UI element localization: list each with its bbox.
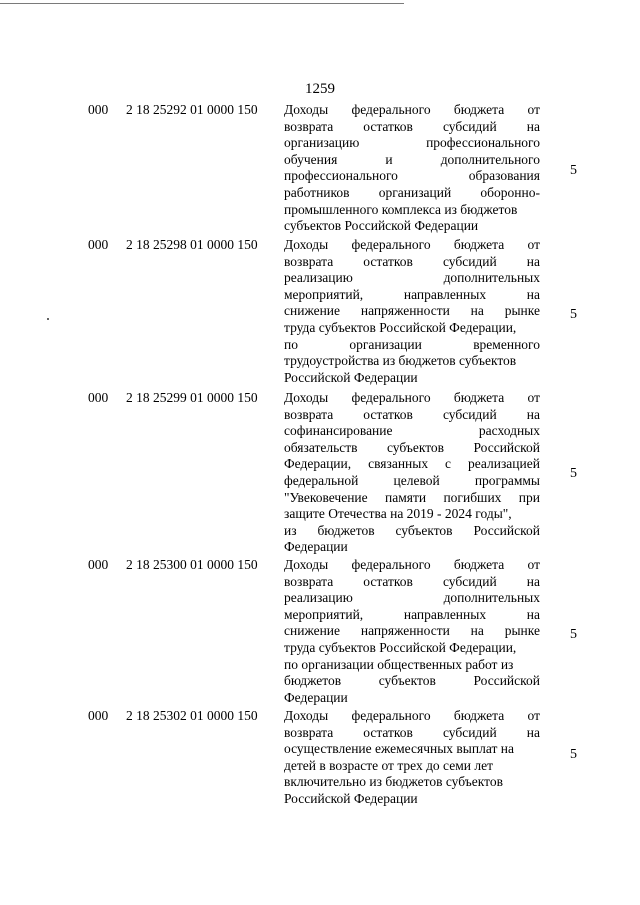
description-line: [284, 168, 540, 185]
description-word: бюджета: [453, 708, 505, 723]
description-word: рынке: [504, 623, 540, 639]
description-word: программы: [474, 472, 540, 488]
description-word: субсидий: [442, 406, 497, 422]
description-word: федеральной: [284, 472, 359, 488]
description-line: [284, 539, 540, 556]
description-word: софинансирование: [284, 423, 393, 439]
description-line: [284, 303, 540, 320]
description-word: дополнительных: [443, 270, 540, 286]
description-line: [284, 657, 540, 674]
description-word: погибших: [443, 489, 502, 505]
description-line: [284, 574, 540, 591]
description-line: [284, 102, 540, 119]
description-word: субъектов: [378, 673, 436, 689]
description-word: субсидий: [442, 724, 497, 740]
description-line: [284, 270, 540, 287]
description-word: субъектов: [386, 439, 445, 455]
description-word: бюджета: [453, 237, 505, 252]
description-word: временного: [473, 336, 540, 352]
description-line: [284, 135, 540, 152]
income-description: [284, 557, 540, 706]
description-word: субсидий: [442, 118, 497, 134]
description-line: [284, 423, 540, 440]
budget-classification-code: 2 18 25292 01 0000 150: [126, 102, 258, 117]
description-word: рынке: [504, 303, 540, 319]
description-word: субъектов Российской Федерации: [284, 218, 479, 234]
description-line: [284, 202, 540, 219]
description-word: "Увековечение: [284, 489, 368, 505]
description-word: субъектов: [395, 522, 453, 538]
description-word: по организации общественных работ из: [284, 656, 514, 672]
description-line: [284, 690, 540, 707]
description-line: [284, 370, 540, 387]
description-line: [284, 218, 540, 235]
description-line: [284, 473, 540, 490]
description-line: [284, 590, 540, 607]
description-word: на: [526, 724, 540, 740]
description-word: Российской: [473, 673, 540, 689]
description-word: остатков: [363, 573, 413, 589]
description-word: бюджетов: [317, 522, 375, 538]
admin-code: 000: [88, 557, 109, 572]
description-line: [284, 119, 540, 136]
description-word: возврата: [284, 253, 334, 269]
description-line: [284, 741, 540, 758]
description-word: напряженности: [360, 303, 450, 319]
description-word: труда субъектов Российской Федерации,: [284, 639, 517, 655]
description-word: на: [470, 303, 484, 319]
budget-classification-code: 2 18 25299 01 0000 150: [126, 390, 258, 405]
description-word: федерального: [351, 557, 431, 572]
description-line: [284, 623, 540, 640]
admin-code: 000: [88, 102, 109, 117]
description-line: [284, 254, 540, 271]
description-word: на: [470, 623, 484, 639]
description-word: на: [526, 606, 540, 622]
description-word: субсидий: [442, 253, 497, 269]
income-description: [284, 102, 540, 235]
description-word: на: [526, 573, 540, 589]
description-line: [284, 440, 540, 457]
description-word: Доходы: [284, 102, 329, 117]
description-word: реализацией: [468, 456, 540, 472]
description-line: [284, 287, 540, 304]
description-word: мероприятий,: [284, 286, 364, 302]
description-word: возврата: [284, 573, 334, 589]
description-word: оборонно-: [480, 184, 540, 200]
description-word: мероприятий,: [284, 606, 364, 622]
description-word: труда субъектов Российской Федерации,: [284, 319, 517, 335]
description-word: снижение: [284, 623, 341, 639]
description-word: трудоустройства из бюджетов субъектов: [284, 353, 517, 369]
description-word: защите Отечества на 2019 - 2024 годы",: [284, 506, 512, 522]
description-line: [284, 407, 540, 424]
description-word: образования: [468, 168, 540, 184]
description-line: [284, 774, 540, 791]
description-line: [284, 390, 540, 407]
description-word: бюджета: [453, 557, 505, 572]
admin-code: 000: [88, 708, 109, 723]
description-line: [284, 557, 540, 574]
scan-speck: [47, 318, 49, 320]
row-mark: 5: [570, 747, 577, 762]
description-word: по: [284, 336, 298, 352]
description-line: [284, 523, 540, 540]
description-line: [284, 607, 540, 624]
description-line: [284, 185, 540, 202]
description-word: бюджета: [453, 102, 505, 117]
description-word: памяти: [385, 489, 427, 505]
description-word: субсидий: [442, 573, 497, 589]
description-line: [284, 791, 540, 808]
description-line: [284, 640, 540, 657]
description-word: Федерации: [284, 539, 348, 555]
description-word: Федерации: [284, 689, 348, 705]
description-word: обучения: [284, 151, 338, 167]
description-word: бюджетов: [284, 673, 342, 689]
admin-code: 000: [88, 237, 109, 252]
description-word: дополнительного: [440, 151, 540, 167]
description-word: на: [526, 406, 540, 422]
description-word: профессионального: [426, 135, 540, 151]
description-word: промышленного комплекса из бюджетов: [284, 201, 518, 217]
description-line: [284, 673, 540, 690]
description-word: реализацию: [284, 590, 353, 606]
budget-classification-code: 2 18 25302 01 0000 150: [126, 708, 258, 723]
description-word: и: [385, 151, 393, 167]
description-line: [284, 320, 540, 337]
description-word: при: [518, 489, 540, 505]
description-word: направленных: [403, 286, 487, 302]
description-word: реализацию: [284, 270, 353, 286]
description-word: остатков: [363, 724, 413, 740]
description-word: направленных: [403, 606, 487, 622]
description-word: дополнительных: [443, 590, 540, 606]
description-word: бюджета: [453, 390, 505, 405]
description-word: на: [526, 118, 540, 134]
description-word: федерального: [351, 390, 431, 405]
description-word: остатков: [363, 406, 413, 422]
budget-classification-code: 2 18 25298 01 0000 150: [126, 237, 258, 252]
description-word: организаций: [378, 184, 452, 200]
description-line: [284, 708, 540, 725]
description-word: Доходы: [284, 390, 329, 405]
description-word: от: [527, 708, 540, 723]
description-line: [284, 237, 540, 254]
description-word: возврата: [284, 118, 334, 134]
description-word: на: [526, 286, 540, 302]
description-word: детей в возрасте от трех до семи лет: [284, 757, 493, 773]
description-line: [284, 490, 540, 507]
description-word: возврата: [284, 406, 334, 422]
description-word: включительно из бюджетов субъектов: [284, 774, 503, 790]
description-word: организацию: [284, 135, 360, 151]
budget-classification-code: 2 18 25300 01 0000 150: [126, 557, 258, 572]
description-word: обязательств: [284, 439, 358, 455]
description-word: связанных: [368, 456, 429, 472]
description-word: с: [445, 456, 452, 472]
description-word: работников: [284, 184, 350, 200]
row-mark: 5: [570, 466, 577, 481]
description-word: от: [527, 237, 540, 252]
description-line: [284, 725, 540, 742]
description-line: [284, 506, 540, 523]
description-word: из: [284, 522, 297, 538]
description-word: от: [527, 557, 540, 572]
description-line: [284, 152, 540, 169]
description-word: федерального: [351, 708, 431, 723]
description-line: [284, 337, 540, 354]
description-word: Доходы: [284, 708, 329, 723]
description-word: Российской Федерации: [284, 790, 418, 806]
description-word: от: [527, 390, 540, 405]
description-word: организации: [349, 336, 422, 352]
description-line: [284, 758, 540, 775]
row-mark: 5: [570, 307, 577, 322]
income-description: [284, 708, 540, 808]
admin-code: 000: [88, 390, 109, 405]
description-word: целевой: [393, 472, 440, 488]
description-word: федерального: [351, 237, 431, 252]
description-word: остатков: [363, 253, 413, 269]
description-word: на: [526, 253, 540, 269]
income-description: [284, 390, 540, 556]
description-line: [284, 353, 540, 370]
description-word: Доходы: [284, 237, 329, 252]
description-word: остатков: [363, 118, 413, 134]
description-word: федерального: [351, 102, 431, 117]
description-word: Российской Федерации: [284, 369, 418, 385]
page-number: 1259: [305, 81, 335, 97]
description-line: [284, 456, 540, 473]
description-word: от: [527, 102, 540, 117]
row-mark: 5: [570, 163, 577, 178]
description-word: Российской: [473, 439, 540, 455]
description-word: Доходы: [284, 557, 329, 572]
description-word: Российской: [473, 522, 540, 538]
description-word: расходных: [478, 423, 540, 439]
row-mark: 5: [570, 627, 577, 642]
income-description: [284, 237, 540, 386]
description-word: Федерации,: [284, 456, 352, 472]
description-word: напряженности: [360, 623, 450, 639]
top-rule: [0, 3, 404, 4]
description-word: осуществление ежемесячных выплат на: [284, 741, 514, 757]
description-word: профессионального: [284, 168, 398, 184]
description-word: возврата: [284, 724, 334, 740]
description-word: снижение: [284, 303, 341, 319]
